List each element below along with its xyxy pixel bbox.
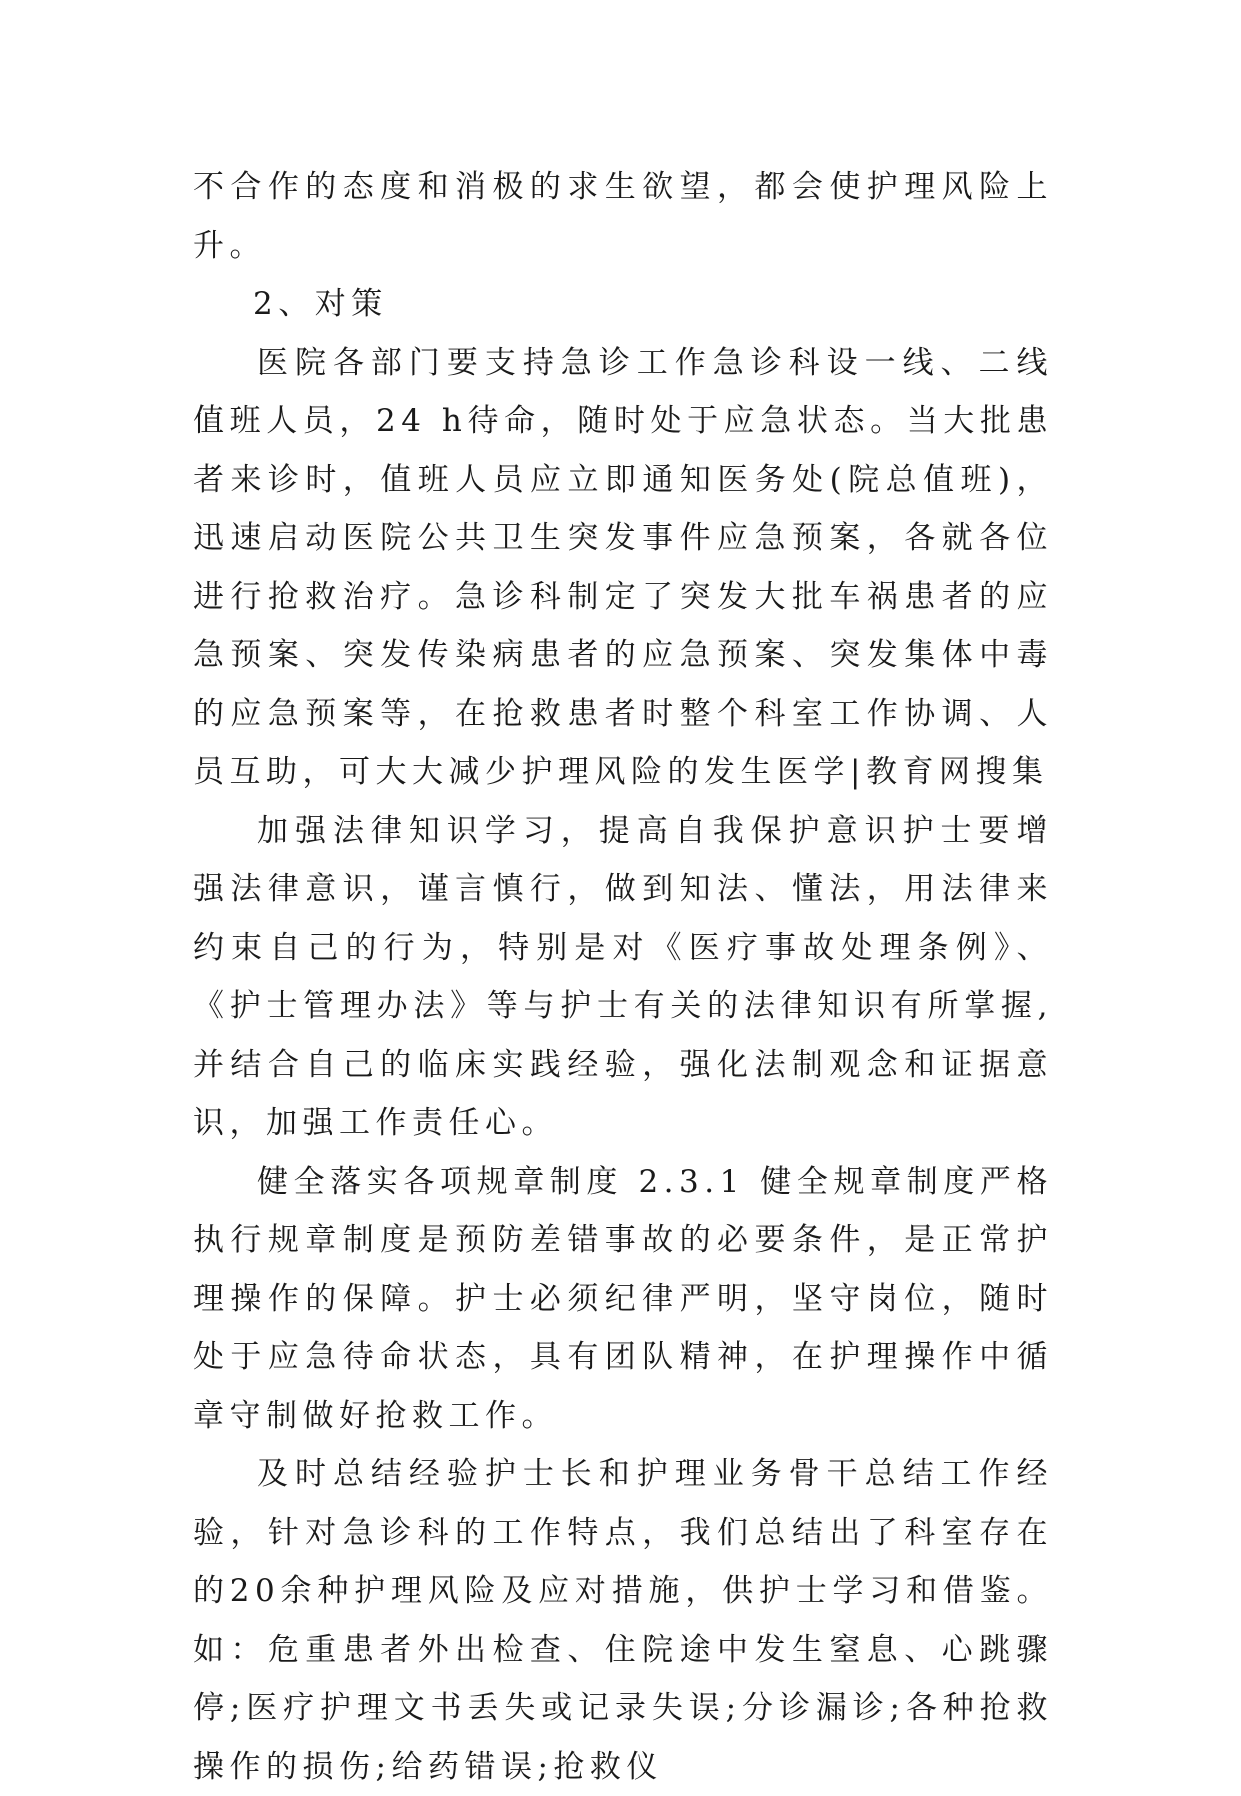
paragraph-legal-knowledge: 加强法律知识学习，提高自我保护意识护士要增强法律意识，谨言慎行，做到知法、懂法，用法律来约束自己的行为，特别是对《医疗事故处理条例》、《护士管理办法》等与护士有关的法律知识有所掌握,并结合自己的临床实践经验，强化法制观念和证据意识，加强工作责任心。 — [193, 812, 1053, 1141]
paragraph-rules-regulations: 健全落实各项规章制度 2.3.1 健全规章制度严格执行规章制度是预防差错事故的必要条件，是正常护理操作的保障。护士必须纪律严明，坚守岗位，随时处于应急待命状态，具有团队精神，在护理操作中循章守制做好抢救工作。 — [193, 1163, 1053, 1434]
document-body — [193, 158, 1053, 1796]
section-heading-countermeasures: 2、对策 — [253, 286, 388, 322]
paragraph-continuation: 不合作的态度和消极的求生欲望，都会使护理风险上升。 — [193, 169, 1053, 264]
paragraph-experience-summary: 及时总结经验护士长和护理业务骨干总结工作经验，针对急诊科的工作特点，我们总结出了科室存在的20余种护理风险及应对措施，供护士学习和借鉴。如：危重患者外出检查、住院途中发生窒息、心跳骤停;医疗护理文书丢失或记录失误;分诊漏诊;各种抢救操作的损伤;给药错误;抢救仪 — [193, 1456, 1053, 1785]
paragraph-emergency-support: 医院各部门要支持急诊工作急诊科设一线、二线值班人员，24 h待命，随时处于应急状态。当大批患者来诊时，值班人员应立即通知医务处(院总值班)，迅速启动医院公共卫生突发事件应急预案，各就各位进行抢救治疗。急诊科制定了突发大批车祸患者的应急预案、突发传染病患者的应急预案、突发集体中毒的应急预案等，在抢救患者时整个科室工作协调、人员互助，可大大减少护理风险的发生医学|教育网搜集 — [193, 344, 1053, 790]
